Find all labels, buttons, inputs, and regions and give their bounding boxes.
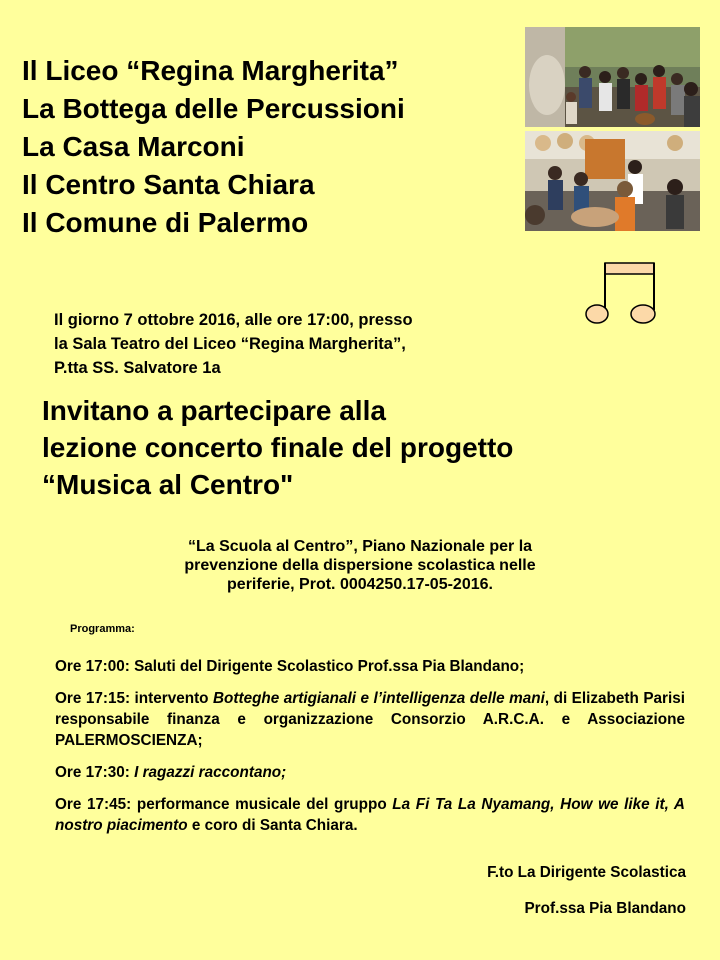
reference-line: periferie, Prot. 0004250.17-05-2016.: [227, 576, 493, 593]
address-line: P.tta SS. Salvatore 1a: [54, 359, 221, 377]
signature-title: F.to La Dirigente Scolastica: [487, 864, 686, 881]
organizer-list: [22, 52, 405, 242]
program-item-1745: Ore 17:45: performance musicale del gruppo La Fi Ta La Nyamang, How we like it, A nostro piacimento e coro di Santa Chiara.: [55, 796, 685, 834]
invite-line: Invitano a partecipare alla: [42, 395, 386, 426]
invite-line: lezione concerto finale del progetto: [42, 432, 514, 463]
reference-line: “La Scuola al Centro”, Piano Nazionale per la: [187, 538, 533, 555]
organizer-comune-palermo: Il Comune di Palermo: [22, 207, 309, 238]
project-title: “Musica al Centro": [42, 469, 294, 500]
date-line: Il giorno 7 ottobre 2016, alle ore 17:00, presso: [54, 311, 413, 329]
program-schedule: [55, 656, 685, 847]
program-item-1715: Ore 17:15: intervento Botteghe artigianali e l’intelligenza delle mani, di Elizabeth Parisi responsabile finanza e organizzazione Consorzio A.R.C.A. e Associazione PALERMOSCIENZA;: [55, 690, 685, 749]
photo-group-outdoor: [525, 27, 700, 127]
reference-line: prevenzione della dispersione scolastica nelle: [184, 557, 536, 574]
program-item-1730: Ore 17:30: I ragazzi raccontano;: [55, 764, 287, 781]
organizer-liceo: Il Liceo “Regina Margherita”: [22, 55, 399, 86]
programma-label: Programma:: [70, 623, 135, 635]
organizer-centro-santa-chiara: Il Centro Santa Chiara: [22, 169, 315, 200]
venue-line: la Sala Teatro del Liceo “Regina Margherita”,: [54, 335, 406, 353]
program-item-1700: Ore 17:00: Saluti del Dirigente Scolastico Prof.ssa Pia Blandano;: [55, 658, 525, 675]
photo-workshop: [525, 131, 700, 231]
music-notes-icon: [584, 258, 664, 335]
program-reference: [60, 537, 660, 594]
organizer-bottega: La Bottega delle Percussioni: [22, 93, 405, 124]
invitation-heading: [42, 392, 513, 503]
organizer-casa-marconi: La Casa Marconi: [22, 131, 245, 162]
signature-name: Prof.ssa Pia Blandano: [524, 900, 686, 917]
event-date-location: [54, 308, 413, 380]
